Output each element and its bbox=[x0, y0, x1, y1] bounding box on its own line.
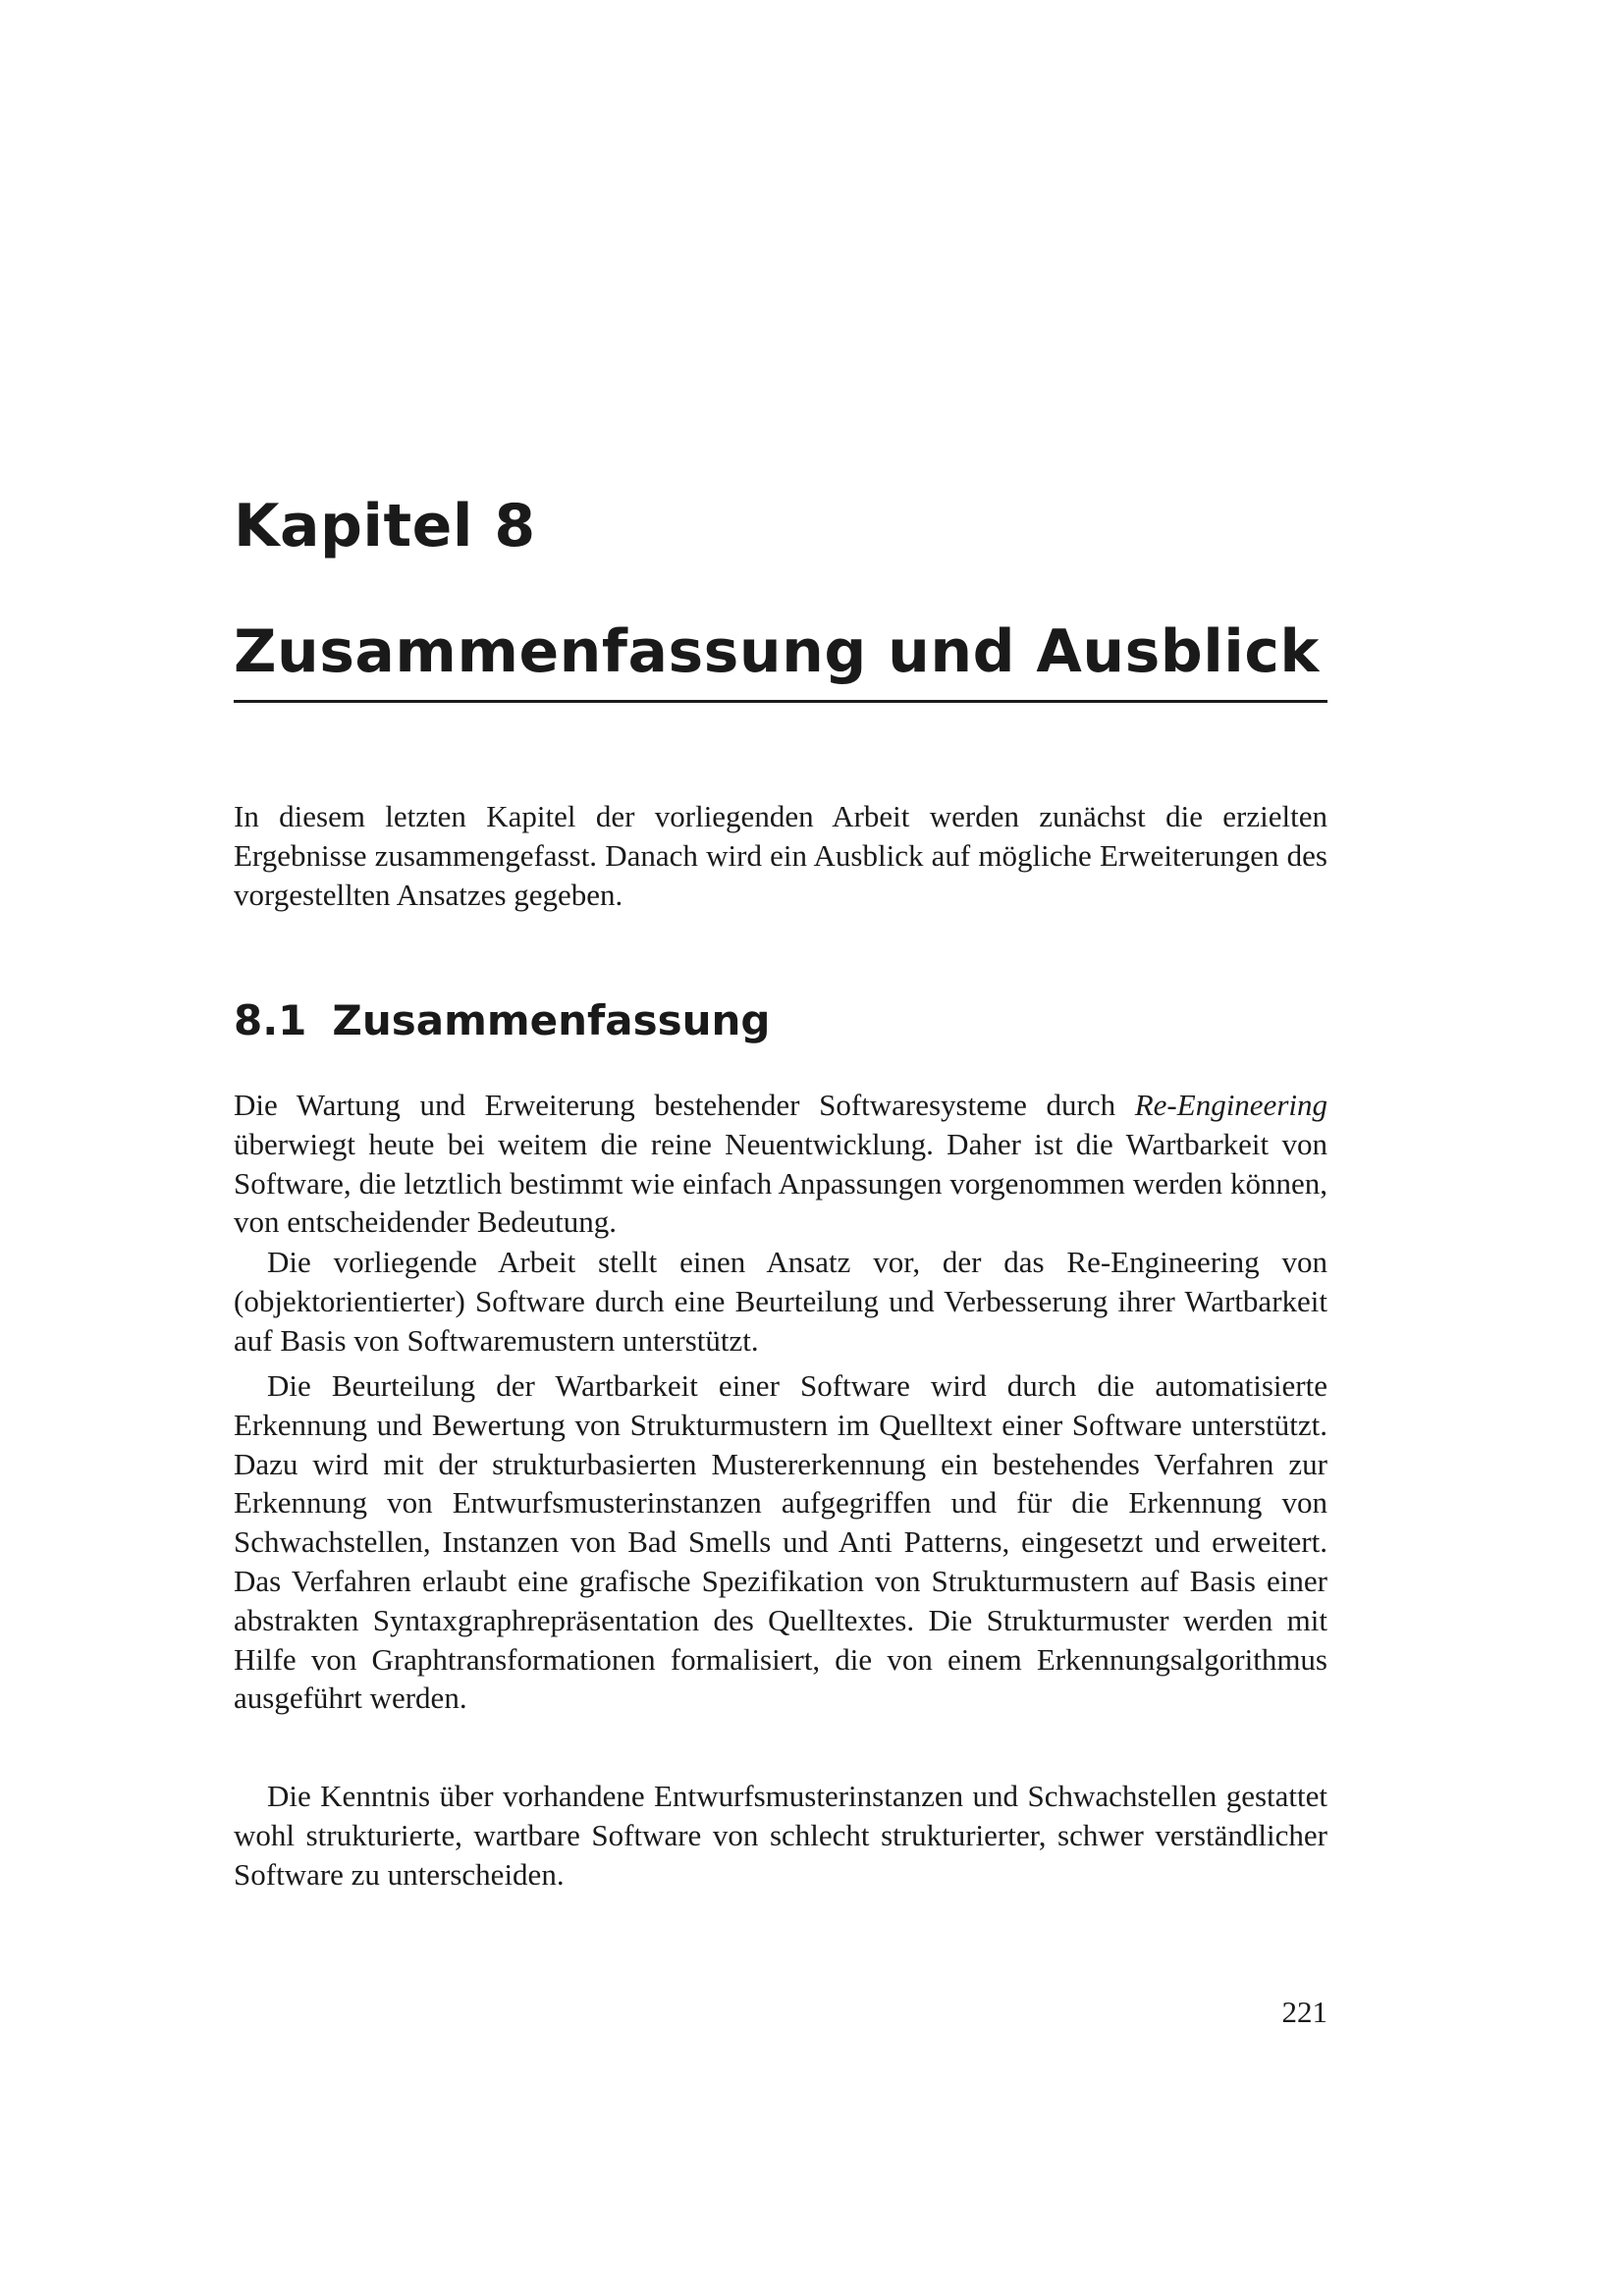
section-number: 8.1 bbox=[234, 996, 307, 1044]
section-paragraph-1 bbox=[234, 1086, 1327, 1242]
section-heading bbox=[234, 991, 771, 1050]
section-paragraph-3: Die Beurteilung der Wartbarkeit einer Software wird durch die automatisierte Erkennung und Bewertung von Strukturmustern im Quelltext einer Software unterstützt. Dazu wird mit der strukturbasierten Mustererkennung ein bestehendes Verfahren zur Erkennung von Entwurfsmusterinstanzen aufgegriffen und für die Erkennung von Schwachstellen, Instanzen von Bad Smells und Anti Patterns, eingesetzt und erweitert. Das Verfahren erlaubt eine grafische Spezifikation von Strukturmustern auf Basis einer abstrakten Syntaxgraphrepräsentation des Quelltextes. Die Strukturmuster werden mit Hilfe von Graphtransformationen formalisiert, die von einem Erkennungsalgorithmus ausgeführt werden. bbox=[234, 1368, 1327, 1716]
paragraph-1-emphasis: Re-Engineering bbox=[1134, 1088, 1327, 1122]
page-number: 221 bbox=[1281, 1995, 1327, 2029]
paragraph-1-text-after: überwiegt heute bei weitem die reine Neuentwicklung. Daher ist die Wartbarkeit von Software, die letztlich bestimmt wie einfach Anpassungen vorgenommen werden können, von entscheidender Bedeutung. bbox=[234, 1126, 1327, 1240]
section-paragraph-4: Die Kenntnis über vorhandene Entwurfsmusterinstanzen und Schwachstellen gestattet wohl strukturierte, wartbare Software von schlecht strukturierter, schwer verständlicher Software zu unterscheiden. bbox=[234, 1779, 1327, 1892]
section-paragraph-2: Die vorliegende Arbeit stellt einen Ansatz vor, der das Re-Engineering von (objektorientierter) Software durch eine Beurteilung und Verbesserung ihrer Wartbarkeit auf Basis von Softwaremustern unterstützt. bbox=[234, 1245, 1327, 1358]
chapter-label: Kapitel 8 bbox=[234, 492, 536, 561]
chapter-intro-paragraph: In diesem letzten Kapitel der vorliegenden Arbeit werden zunächst die erzielten Ergebnisse zusammengefasst. Danach wird ein Ausblick auf mögliche Erweiterungen des vorgestellten Ansatzes gegeben. bbox=[234, 799, 1327, 912]
title-rule bbox=[234, 700, 1327, 703]
chapter-title: Zusammenfassung und Ausblick bbox=[234, 617, 1320, 686]
paragraph-1-text-before: Die Wartung und Erweiterung bestehender Softwaresysteme durch bbox=[234, 1088, 1135, 1122]
section-title: Zusammenfassung bbox=[332, 996, 771, 1044]
